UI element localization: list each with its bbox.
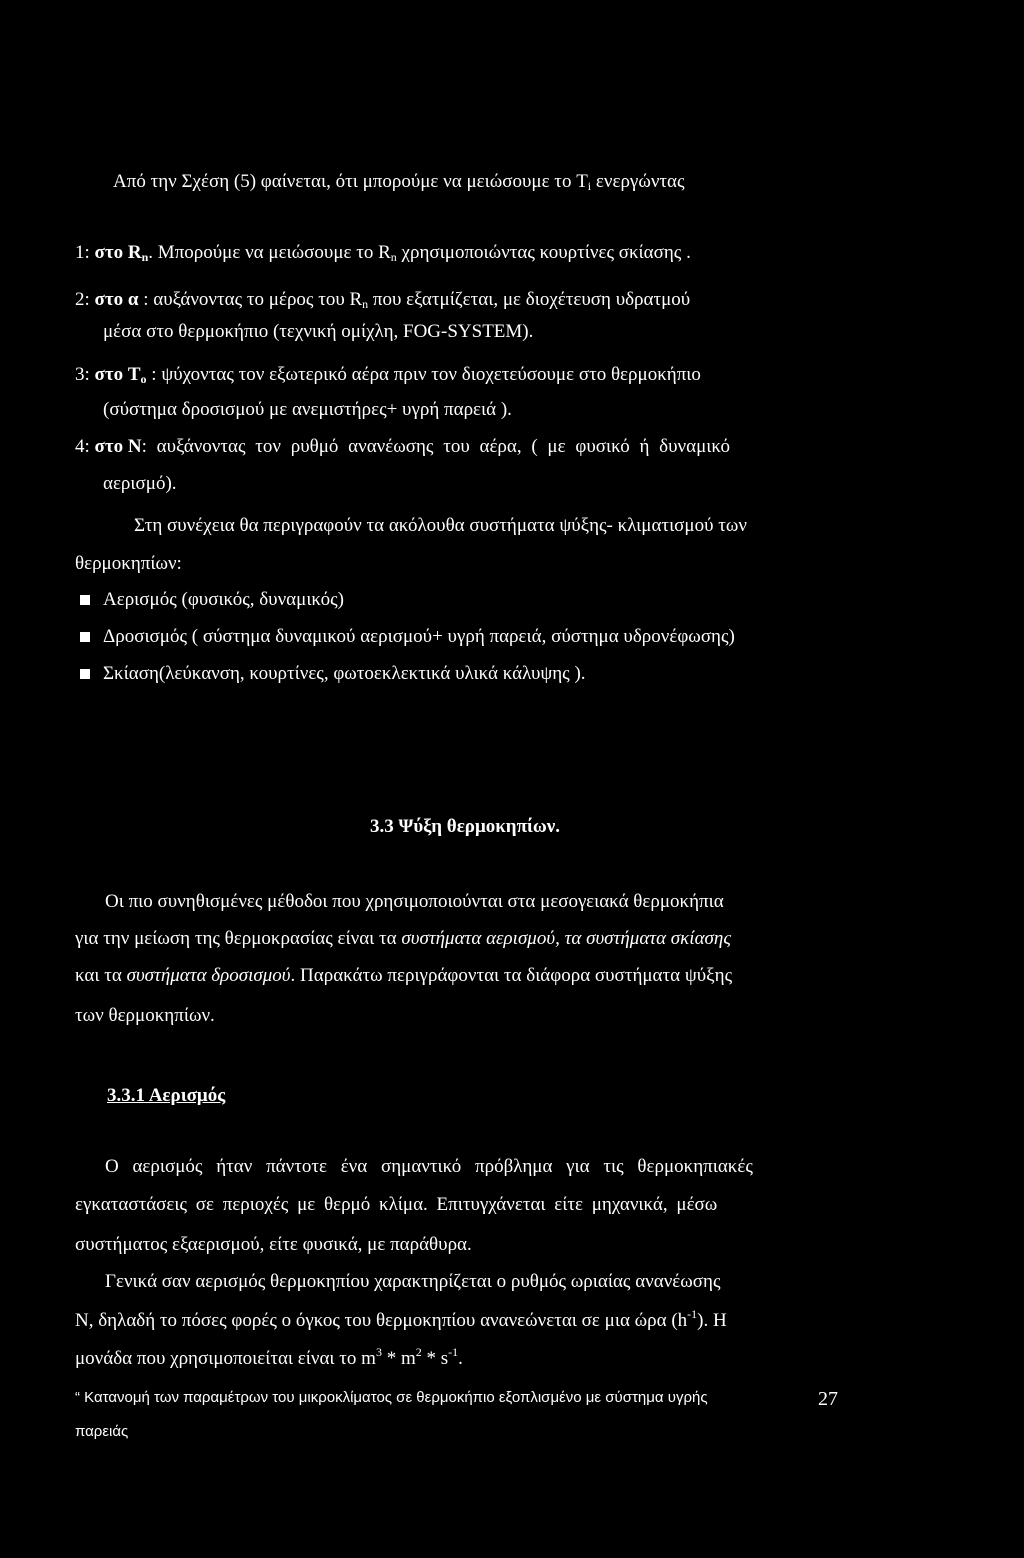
intro-end: ενεργώντας (591, 171, 685, 192)
intro-sub: i (587, 179, 592, 193)
item-number: 4: (75, 436, 90, 457)
para2-line2: θερμοκηπίων: (75, 553, 182, 574)
intro-text: Από την Σχέση (5) φαίνεται, ότι μπορούμε να μειώσουμε το T (113, 171, 588, 192)
list-item-4-cont: αερισμό). (103, 473, 177, 494)
bullet-square-icon (80, 632, 90, 642)
section-heading: 3.3 Ψύξη θερμοκηπίων. (370, 816, 561, 837)
item-term: στο N (94, 436, 142, 457)
item-text: : αυξάνοντας το μέρος του R (138, 289, 363, 310)
para3-line2: για την μείωση της θερμοκρασίας είναι τα συστήματα αερισμού, τα συστήματα σκίασης (75, 928, 732, 949)
emphasis-text: συστήματα αερισμού, τα συστήματα σκίασης (401, 928, 732, 949)
list-item-3-cont: (σύστημα δροσισμού με ανεμιστήρες+ υγρή παρειά ). (103, 399, 512, 420)
list-item-1: 1: στο $R_n$. Μπορούμε να μειώσουμε το $R_n$ χρησιμοποιώντας κουρτίνες σκίασης . (75, 242, 691, 264)
item-text: : ψύχοντας τον εξωτερικό αέρα πριν τον διοχετεύσουμε στο θερμοκήπιο (146, 364, 701, 385)
bullet-square-icon (80, 669, 90, 679)
item-number: 1: (75, 242, 90, 263)
bullet-item-1: Αερισμός (φυσικός, δυναμικός) (103, 589, 344, 610)
bullet-item-3: Σκίαση(λεύκανση, κουρτίνες, φωτοεκλεκτικά υλικά κάλυψης ). (103, 663, 586, 684)
item-term: στο $R_n$ (94, 242, 149, 264)
list-item-4 (75, 437, 730, 456)
item-number: 2: (75, 289, 90, 310)
item-term: στο α (94, 289, 139, 310)
list-item-3 (75, 365, 701, 385)
para3-line3: και τα συστήματα δροσισμού. Παρακάτω περιγράφονται τα διάφορα συστήματα ψύξης (75, 965, 733, 986)
page-number: 27 (818, 1388, 838, 1410)
list-item-2-cont: μέσα στο θερμοκήπιο (τεχνική ομίχλη, FOG-SYSTEM). (103, 321, 534, 342)
para2-line1: Στη συνέχεια θα περιγραφούν τα ακόλουθα συστήματα ψύξης- κλιματισμού των (134, 515, 748, 536)
item-text: : αυξάνοντας τον ρυθμό ανανέωσης του αέρα, ( με φυσικό ή δυναμικό (141, 436, 731, 457)
emphasis-text: συστήματα δροσισμού (126, 965, 291, 986)
para4-line2: εγκαταστάσεις σε περιοχές με θερμό κλίμα. Επιτυγχάνεται είτε μηχανικά, μέσω (75, 1194, 718, 1215)
item-text: . Μπορούμε να μειώσουμε το R (148, 242, 391, 263)
para5-line2: N, δηλαδή το πόσες φορές ο όγκος του θερμοκηπίου ανανεώνεται σε μια ώρα $(h^{-1})$. Η (75, 1307, 727, 1331)
para3-line1: Οι πιο συνηθισμένες μέθοδοι που χρησιμοποιούνται στα μεσογειακά θερμοκήπια (105, 891, 724, 912)
footer-title-line1: “ Κατανομή των παραμέτρων του μικροκλίματος σε θερμοκήπιο εξοπλισμένο με σύστημα υγρής (75, 1389, 708, 1406)
item-number: 3: (75, 364, 90, 385)
intro-line (113, 172, 685, 192)
subsection-heading: 3.3.1 Αερισμός (107, 1085, 226, 1106)
bullet-square-icon (80, 595, 90, 605)
para5-line3: μονάδα που χρησιμοποιείται είναι το $m^3 * m^2 * s^{-1}$. (75, 1345, 463, 1369)
bullet-item-2: Δροσισμός ( σύστημα δυναμικού αερισμού+ υγρή παρειά, σύστημα υδρονέφωσης) (103, 626, 735, 647)
para4-line1: Ο αερισμός ήταν πάντοτε ένα σημαντικό πρόβλημα για τις θερμοκηπιακές (105, 1156, 753, 1177)
para5-line1: Γενικά σαν αερισμός θερμοκηπίου χαρακτηρίζεται ο ρυθμός ωριαίας ανανέωσης (105, 1271, 721, 1292)
item-term: στο $T_o$ (94, 364, 147, 386)
list-item-2: 2: στο α : αυξάνοντας το μέρος του $R_n$ που εξατμίζεται, με διοχέτευση υδρατμού (75, 289, 691, 311)
footer-title-line2: παρειάς (75, 1423, 129, 1440)
para3-line4: των θερμοκηπίων. (75, 1005, 215, 1026)
para4-line3: συστήματος εξαερισμού, είτε φυσικά, με παράθυρα. (75, 1234, 472, 1255)
